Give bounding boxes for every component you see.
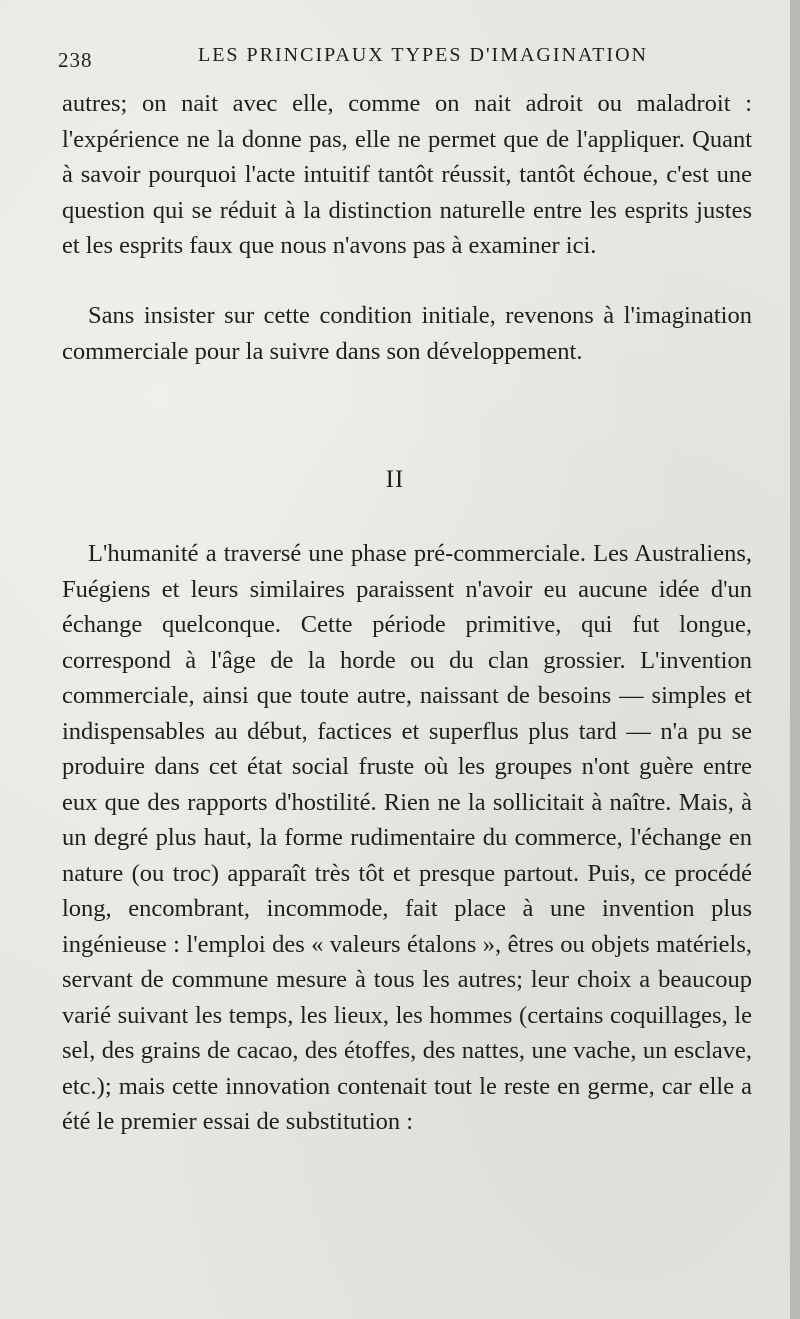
paragraph-commercial-imagination: Sans insister sur cette condition initiale, revenons à l'imagination commerciale pour la suivre dans son développement. bbox=[62, 302, 752, 365]
page-number: 238 bbox=[58, 48, 93, 72]
text-block-second bbox=[62, 298, 752, 369]
section-heading: II bbox=[385, 466, 405, 493]
text-block-section-ii bbox=[62, 536, 752, 1140]
running-head bbox=[58, 44, 746, 74]
paragraph-continuation: autres; on nait avec elle, comme on nait adroit ou maladroit : l'expérience ne la donne pas, elle ne permet que de l'appliquer. Quant à savoir pourquoi l'acte intuitif tantôt réussit, tantôt échoue, c'est une question qui se réduit à la distinction naturelle entre les esprits justes et les esprits faux que nous n'avons pas à examiner ici. bbox=[62, 90, 752, 259]
paragraph-pre-commercial-phase: L'humanité a traversé une phase pré-commerciale. Les Australiens, Fuégiens et leurs similaires paraissent n'avoir eu aucune idée d'un échange quelconque. Cette période primitive, qui fut longue, correspond à l'âge de la horde ou du clan grossier. L'invention commerciale, ainsi que toute autre, naissant de besoins — simples et indispensables au début, factices et superflus plus tard — n'a pu se produire dans cet état social fruste où les groupes n'ont guère entre eux que des rapports d'hostilité. Rien ne la sollicitait à naître. Mais, à un degré plus haut, la forme rudimentaire du commerce, l'échange en nature (ou troc) apparaît très tôt et presque partout. Puis, ce procédé long, encombrant, incommode, fait place à une invention plus ingénieuse : l'emploi des « valeurs étalons », êtres ou objets matériels, servant de commune mesure à tous les autres; leur choix a beaucoup varié suivant les temps, les lieux, les hommes (certains coquillages, le sel, des grains de cacao, des étoffes, des nattes, une vache, un esclave, etc.); mais cette innovation contenait tout le reste en germe, car elle a été le premier essai de substitution : bbox=[62, 540, 752, 1135]
text-block-top bbox=[62, 86, 752, 264]
running-title: LES PRINCIPAUX TYPES D'IMAGINATION bbox=[198, 44, 648, 66]
